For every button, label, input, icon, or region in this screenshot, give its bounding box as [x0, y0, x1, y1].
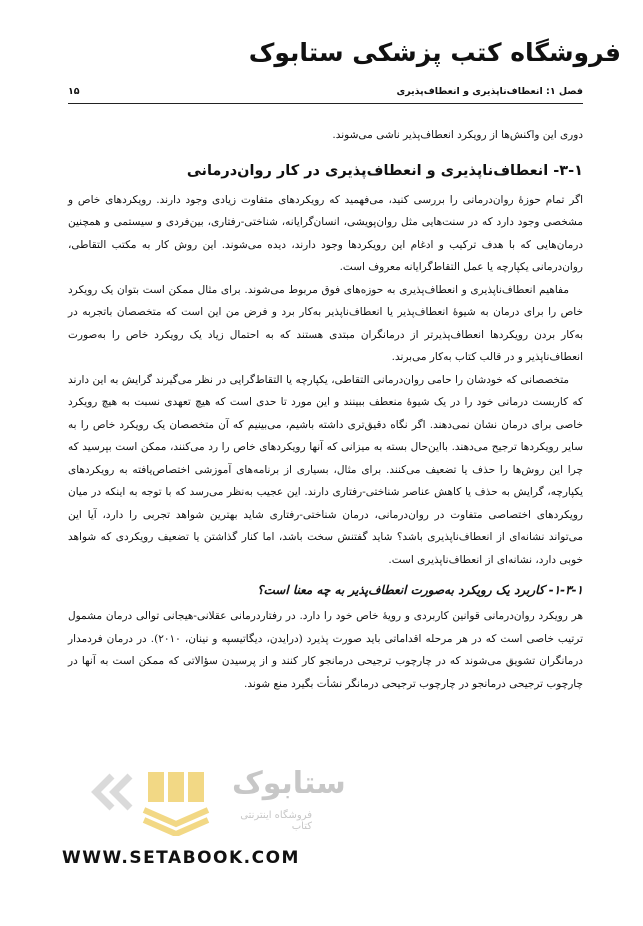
store-title: فروشگاه کتب پزشکی ستابوک: [248, 38, 621, 67]
paragraph: هر رویکرد روان‌درمانی قوانین کاربردی و رویهٔ خاص خود را دارد. در رفتاردرمانی عقلانی-هیجانی توالی درمان مشمول ترتیب خاصی است که در هر مرحله اقداماتی باید صورت پذیرد (درایدن، دیگاتیسپه و نینان، ۲۰۱۰). در درمان فردمدار درمانگران تشویق می‌شوند که در چارچوب ترجیحی درمانجو کار کنند و از پرسیدن سؤالاتی که ممکن است به آنها در چارچوب ترجیحی درمانجو در چارچوب ترجیحی درمانگر نشأت بگیرد منع شوند.: [68, 610, 583, 690]
paragraph: متخصصانی که خودشان را حامی روان‌درمانی التقاطی، یکپارچه یا التقاط‌گرایی در نظر می‌گیرند گرایش به این دارند که کاربست درمانی خود را در یک شیوهٔ منعطف ببینند و این مورد تا حدی است که هیچ تعهدی نسبت به هیچ رویکرد خاصی برای درمان نشان نمی‌دهند. اگر نگاه دقیق‌تری داشته باشیم، می‌بینیم که آن متخصصان یک رویکرد خاص را به سایر رویکردها ترجیح می‌دهند. بااین‌حال بسته به میزانی که آنها رویکردهای خاص را رد می‌کنند، ممکن است بپرسید که چرا این روش‌ها را حذف یا تضعیف می‌کنند. برای مثال، بسیاری از برنامه‌های آموزشی اختصاص‌یافته به رویکردهای یکپارچه، گرایش به حذف یا کاهش عناصر شناختی-رفتاری دارند. این عجیب به‌نظر می‌رسد که با توجه به اینکه در میان رویکردهای اختصاصی متفاوت در روان‌درمانی، درمان شناختی-رفتاری شاید بهترین شواهد تجربی را دارد، آیا این می‌تواند نشانه‌ای از انعطاف‌ناپذیری باشد؟ شاید گفتنش سخت باشد، اما کنار گذاشتن یا تضعیف رویکردی که شواهد خوبی دارد، نشانه‌ای از انعطاف‌ناپذیری است.: [68, 373, 583, 566]
paragraph: مفاهیم انعطاف‌ناپذیری و انعطاف‌پذیری به حوزه‌های فوق مربوط می‌شوند. برای مثال ممکن است بتوان یک رویکرد خاص را برای درمان به شیوهٔ انعطاف‌پذیر یا انعطاف‌ناپذیر به‌کار برد و فرض من این است که متخصصان باتجربه در به‌کار بردن رویکردها انعطاف‌پذیرتر از درمانگران مبتدی هستند که به احتمال زیاد یک رویکرد خاص را به‌صورت انعطاف‌ناپذیر و در قالب کتاب به‌کار می‌برند.: [68, 283, 583, 363]
section-heading: ۳-۱- انعطاف‌ناپذیری و انعطاف‌پذیری در کار روان‌درمانی: [186, 162, 583, 179]
watermark-text: ستابوک: [232, 766, 346, 801]
page-number: ۱۵: [68, 86, 80, 97]
chapter-title: فصل ۱: انعطاف‌ناپذیری و انعطاف‌پذیری: [396, 86, 583, 97]
subsection-heading: ۱-۳-۱- کاربرد یک رویکرد به‌صورت انعطاف‌پذیر به چه معنا است؟: [257, 583, 583, 597]
running-header: [68, 86, 583, 102]
header-rule: [68, 103, 583, 104]
watermark-subtext: فروشگاه اینترنتی کتاب: [240, 810, 312, 832]
paragraph: دوری این واکنش‌ها از رویکرد انعطاف‌پذیر ناشی می‌شوند.: [332, 129, 583, 141]
paragraph: اگر تمام حوزهٔ روان‌درمانی را بررسی کنید، می‌فهمید که رویکردهای متفاوت زیادی وجود دارند. رویکردهای خاص و مشخصی وجود دارد که در سنت‌هایی مثل روان‌پویشی، انسان‌گرایانه، شناختی-رفتاری، بین‌فردی و سیستمی و همچنین درمان‌هایی که با هدف ترکیب و ادغام این رویکردها وجود دارند، دیده می‌شوند. این روش کار به مکتب التقاطی، روان‌درمانی یکپارچه یا عمل التقاط‌گرایانه معروف است.: [68, 193, 583, 273]
watermark-logo: [82, 766, 346, 840]
page-body: [68, 124, 583, 695]
website-url: WWW.SETABOOK.COM: [62, 848, 300, 868]
book-stack-icon: [82, 766, 222, 836]
